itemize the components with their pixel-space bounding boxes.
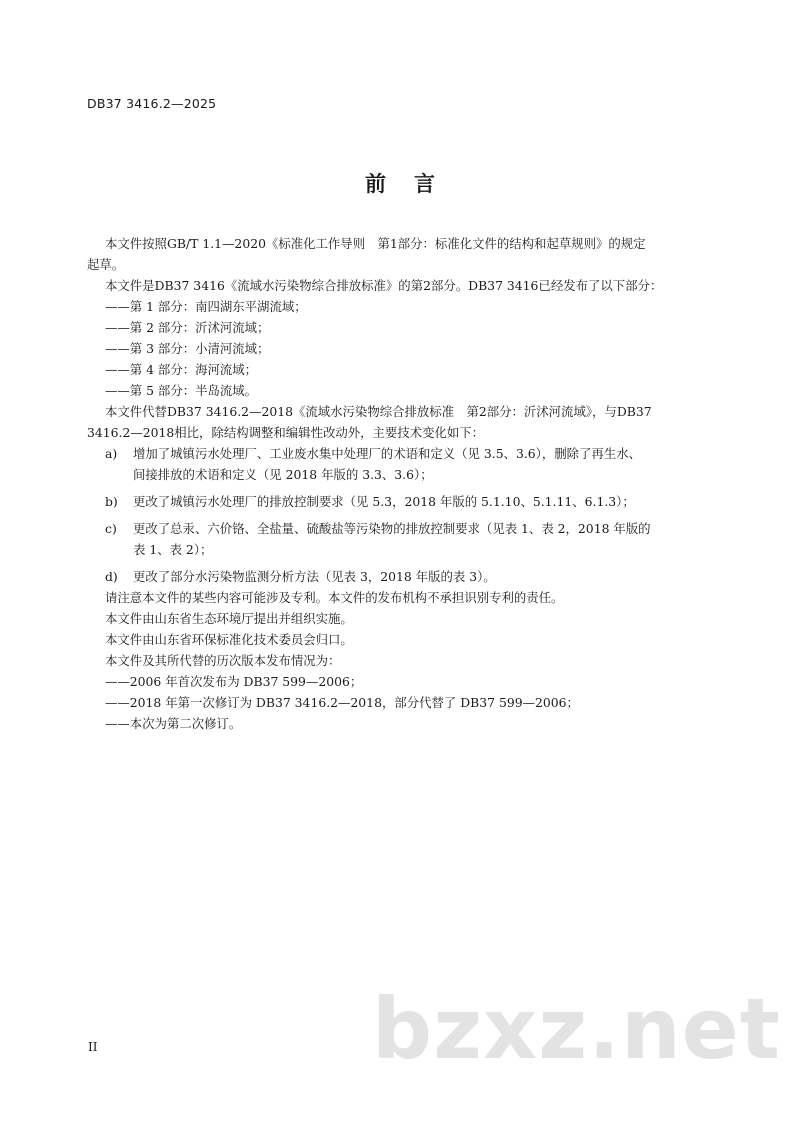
paragraph-3-line-1: 本文件代替DB37 3416.2—2018《流域水污染物综合排放标准 第2部分：沂沭河流域》，与DB37 xyxy=(105,404,652,419)
paragraph-4: 请注意本文件的某些内容可能涉及专利。本文件的发布机构不承担识别专利的责任。 xyxy=(105,590,564,605)
part-item: ——第 5 部分：半岛流域。 xyxy=(105,383,258,398)
list-marker: c) xyxy=(105,521,117,536)
change-text: 更改了城镇污水处理厂的排放控制要求（见 5.3，2018 年版的 5.1.10、5.1.11、6.1.3）； xyxy=(133,494,635,509)
paragraph-5: 本文件由山东省生态环境厅提出并组织实施。 xyxy=(105,611,353,626)
paragraph-1-line-2: 起草。 xyxy=(87,257,125,272)
paragraph-2: 本文件是DB37 3416《流域水污染物综合排放标准》的第2部分。DB37 3416已经发布了以下部分： xyxy=(105,278,663,293)
change-item-d xyxy=(105,566,715,587)
paragraph-6: 本文件由山东省环保标准化技术委员会归口。 xyxy=(105,632,353,647)
list-marker: d) xyxy=(105,569,118,584)
list-marker: b) xyxy=(105,494,118,509)
part-item: ——第 4 部分：海河流域； xyxy=(105,362,258,377)
part-item: ——第 3 部分：小清河流域； xyxy=(105,341,270,356)
paragraph-3-line-2: 3416.2—2018相比，除结构调整和编辑性改动外，主要技术变化如下： xyxy=(87,425,485,440)
change-item-c xyxy=(105,518,715,560)
paragraph-7: 本文件及其所代替的历次版本发布情况为： xyxy=(105,653,341,668)
document-id: DB37 3416.2—2025 xyxy=(87,96,217,111)
change-text-continued: 表 1、表 2）； xyxy=(133,542,213,557)
change-text-continued: 间接排放的术语和定义（见 2018 年版的 3.3、3.6）； xyxy=(133,467,433,482)
history-item: ——本次为第二次修订。 xyxy=(105,716,242,731)
paragraph-1-line-1: 本文件按照GB/T 1.1—2020《标准化工作导则 第1部分：标准化文件的结构和起草规则》的规定 xyxy=(105,236,646,251)
page-number: II xyxy=(88,1040,98,1054)
change-item-b xyxy=(105,491,715,512)
history-item: ——2006 年首次发布为 DB37 599—2006； xyxy=(105,674,363,689)
part-item: ——第 1 部分：南四湖东平湖流域； xyxy=(105,299,307,314)
page-title: 前言 xyxy=(365,172,463,196)
foreword-body xyxy=(87,233,715,734)
list-marker: a) xyxy=(105,446,118,461)
change-text: 更改了总汞、六价铬、全盐量、硫酸盐等污染物的排放控制要求（见表 1、表 2，2018 年版的 xyxy=(133,521,651,536)
part-item: ——第 2 部分：沂沭河流域； xyxy=(105,320,270,335)
change-text: 更改了部分水污染物监测分析方法（见表 3，2018 年版的表 3）。 xyxy=(133,569,496,584)
site-watermark: bzxz.net xyxy=(372,980,781,1078)
history-item: ——2018 年第一次修订为 DB37 3416.2—2018，部分代替了 DB37 599—2006； xyxy=(105,695,579,710)
change-item-a xyxy=(105,443,715,485)
change-text: 增加了城镇污水处理厂、工业废水集中处理厂的术语和定义（见 3.5、3.6），删除了再生水、 xyxy=(133,446,641,461)
